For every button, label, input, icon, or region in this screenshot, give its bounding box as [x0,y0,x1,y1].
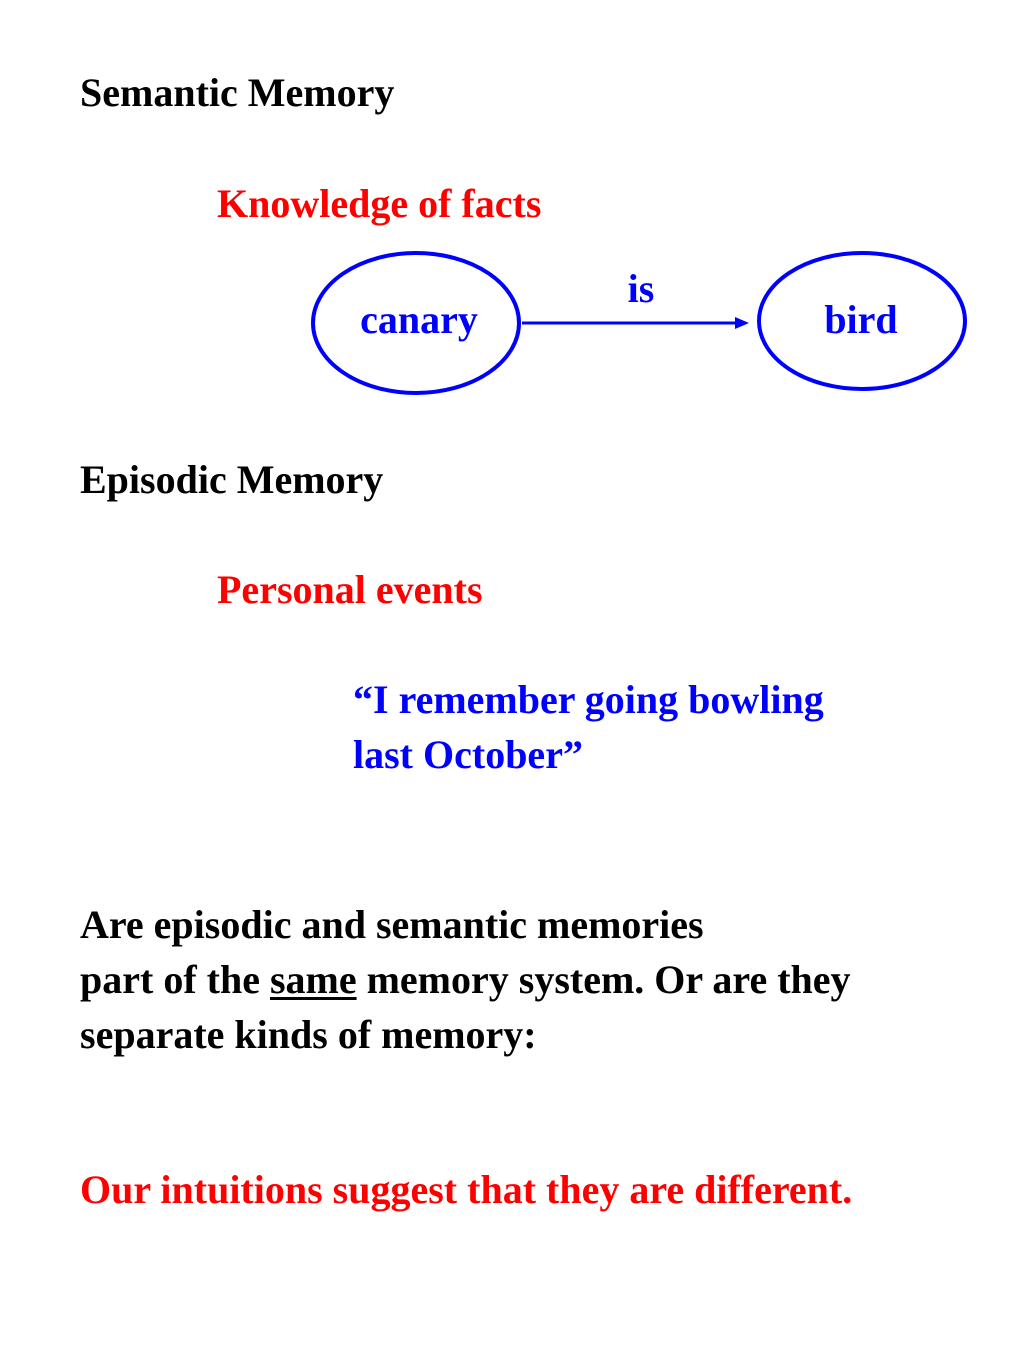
episodic-memory-heading: Episodic Memory [80,457,384,502]
memory-system-question [80,897,851,1062]
bowling-quote-line-1: “I remember going bowling [353,677,824,722]
question-line-2-end: memory system. Or are they [356,957,851,1002]
knowledge-of-facts-label: Knowledge of facts [217,181,542,226]
same-emphasis: same [269,957,357,1002]
is-relation-label: is [627,266,655,311]
personal-events-label: Personal events [217,567,483,612]
bowling-quote-line-2: last October” [353,732,583,777]
intuitions-conclusion: Our intuitions suggest that they are different. [80,1167,853,1212]
semantic-memory-heading: Semantic Memory [80,70,395,115]
is-relation-arrowhead [735,317,749,329]
canary-node [313,253,519,393]
question-line-3: separate kinds of memory: [80,1012,537,1057]
canary-node-label: canary [360,297,478,342]
question-line-1: Are episodic and semantic memories [80,902,704,947]
question-line-2 [80,952,851,1007]
bird-node [759,253,965,389]
bird-node-label: bird [824,297,898,342]
question-line-2-start: part of the [80,957,270,1002]
